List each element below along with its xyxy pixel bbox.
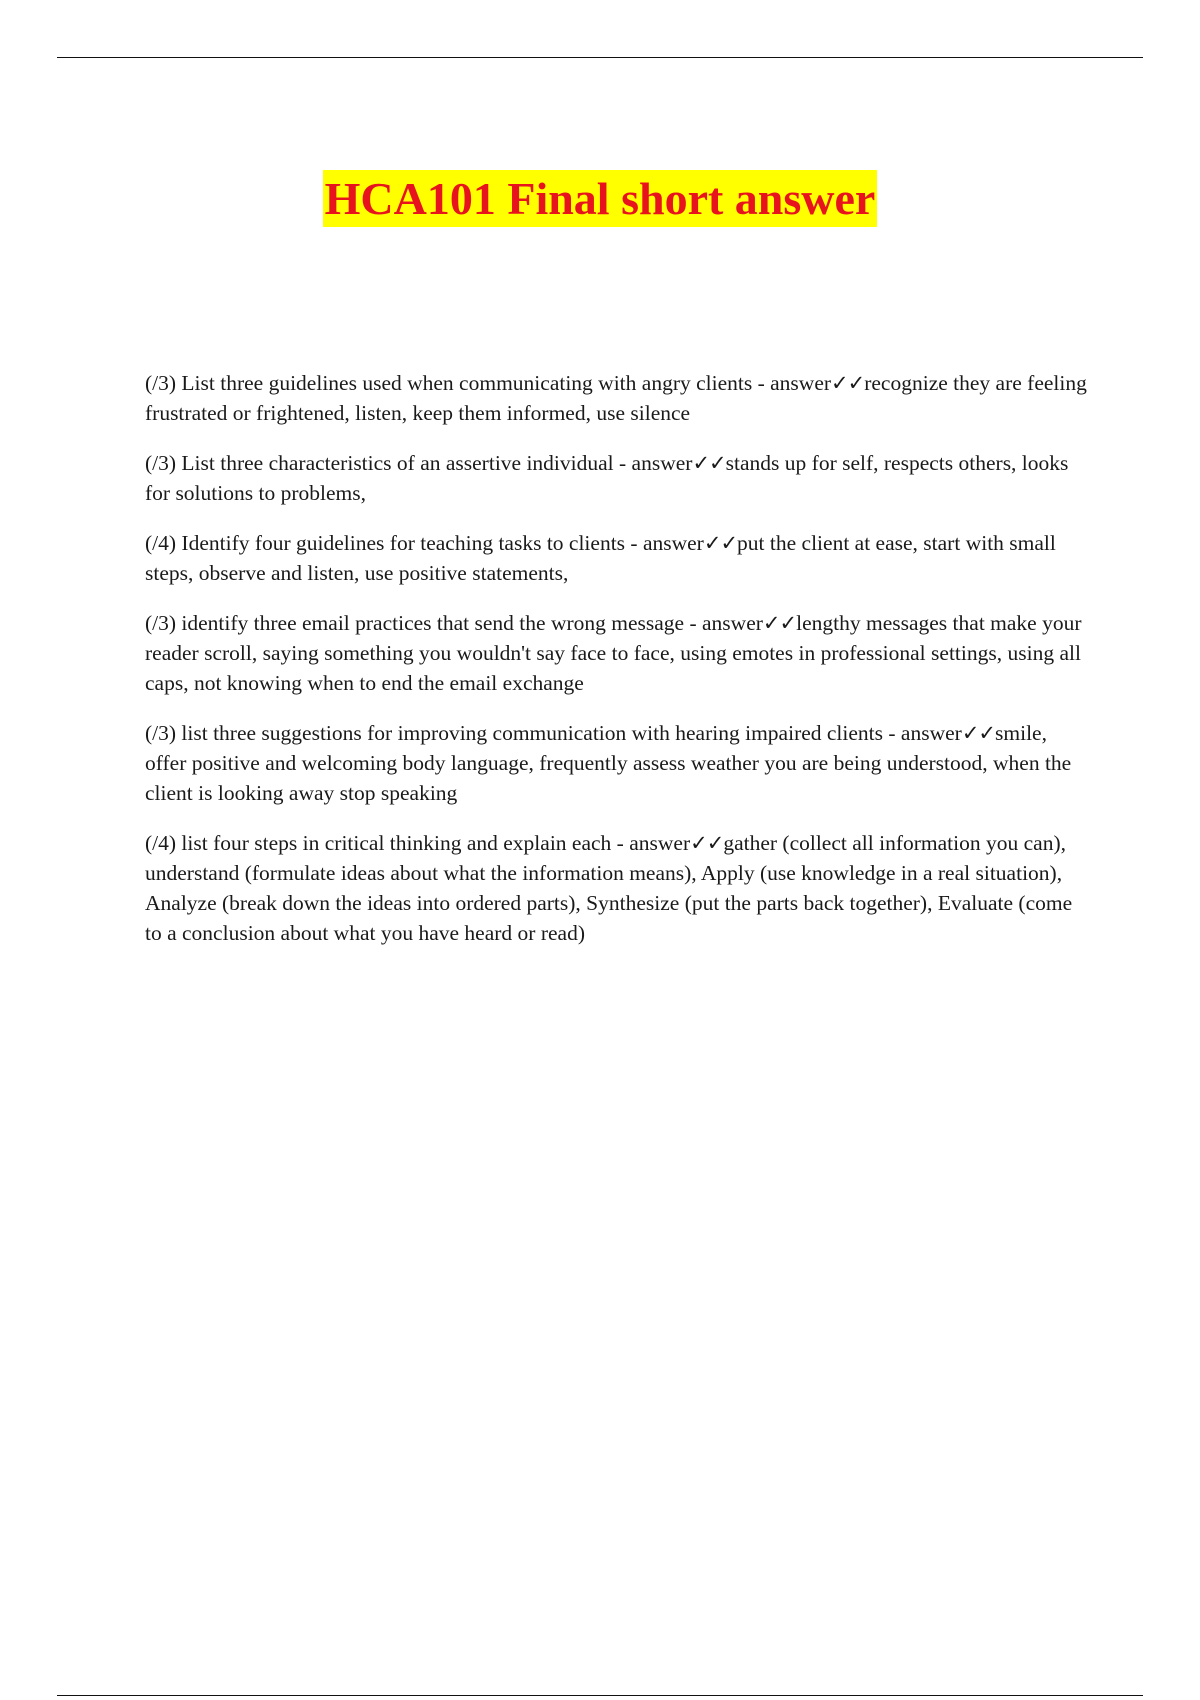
- check-mark-icon: ✓✓: [831, 371, 865, 395]
- document-title: HCA101 Final short answer: [323, 170, 878, 227]
- check-mark-icon: ✓✓: [690, 831, 724, 855]
- answer-text: gather (collect all information you can), understand (formulate ideas about what the information means), Apply (use knowledge in a real situation), Analyze (break down the ideas into ordered parts), Synthesize (put the parts back together), Evaluate (come to a conclusion about what you have heard or read): [145, 831, 1073, 945]
- question-list: [145, 368, 1090, 968]
- check-mark-icon: ✓✓: [762, 611, 797, 635]
- answer-text: recognize they are feeling frustrated or frightened, listen, keep them informed, use silence: [145, 371, 1087, 425]
- qa-item: [145, 528, 1090, 588]
- answer-text: smile, offer positive and welcoming body language, frequently assess weather you are being understood, when the client is looking away stop speaking: [145, 721, 1072, 805]
- qa-item: [145, 368, 1090, 428]
- check-mark-icon: ✓✓: [961, 721, 996, 745]
- title-area: [0, 170, 1200, 227]
- answer-text: lengthy messages that make your reader scroll, saying something you wouldn't say face to face, using emotes in professional settings, using all caps, not knowing when to end the email exchange: [145, 611, 1082, 695]
- answer-text: stands up for self, respects others, looks for solutions to problems,: [145, 451, 1069, 505]
- question-text: (/3) List three characteristics of an assertive individual - answer: [145, 451, 693, 475]
- bottom-rule: [57, 1695, 1143, 1696]
- answer-text: put the client at ease, start with small steps, observe and listen, use positive statements,: [145, 531, 1056, 585]
- qa-item: [145, 608, 1090, 698]
- question-text: (/3) identify three email practices that send the wrong message - answer: [145, 611, 763, 635]
- question-text: (/4) Identify four guidelines for teaching tasks to clients - answer: [145, 531, 704, 555]
- question-text: (/3) list three suggestions for improving communication with hearing impaired clients - answer: [145, 721, 962, 745]
- qa-item: [145, 718, 1090, 808]
- question-text: (/4) list four steps in critical thinking and explain each - answer: [145, 831, 691, 855]
- top-rule: [57, 57, 1143, 58]
- check-mark-icon: ✓✓: [692, 451, 726, 475]
- check-mark-icon: ✓✓: [703, 531, 738, 555]
- qa-item: [145, 828, 1090, 948]
- question-text: (/3) List three guidelines used when communicating with angry clients - answer: [145, 371, 832, 395]
- qa-item: [145, 448, 1090, 508]
